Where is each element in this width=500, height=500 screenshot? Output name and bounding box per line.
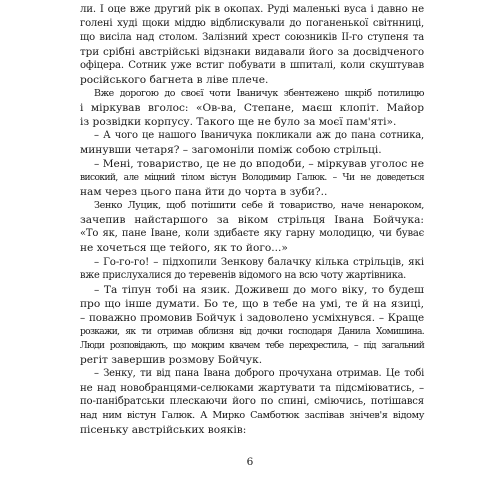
text-line: Зенко Луцик, щоб потішити себе й товариство, наче ненароком, xyxy=(94,200,424,211)
text-line: високий, але міцний тілом вістун Володимир Галюк. – Чи не доведеться xyxy=(80,173,424,183)
text-line: не хочеться ще тейого, як то його...» xyxy=(80,242,288,254)
text-line: що висіла над столом. Залізний хрест союзників ІІ-го ступеня та xyxy=(80,32,424,43)
text-line: голені худі щоки міддю відблискували до поганенької світнниці, xyxy=(80,18,424,29)
text-line: – Та тіпун тобі на язик. Доживеш до мого віку, то будеш xyxy=(94,284,424,296)
text-line: вже прислухалися до теревенів відомого на всю чоту жартівника. xyxy=(80,270,406,281)
text-line: про що інше думати. Бо те, що в тебе на умі, те й на язиці, xyxy=(80,298,424,310)
text-line: «То як, пане Іване, коли здибаєте яку гарну молодицю, чи буває xyxy=(80,228,424,239)
body-text xyxy=(80,0,424,437)
text-line: – А чого це нашого Іваничука покликали аж до пана сотника, xyxy=(94,130,424,141)
text-line: зачепив найстаршого за віком стрільця Івана Бойчука: xyxy=(80,214,424,226)
text-line: пісеньку австрійських вояків: xyxy=(80,424,247,436)
text-line: – Зенку, ти від пана Івана доброго прочухана отримав. Це тобі xyxy=(94,368,424,379)
page-number: 6 xyxy=(246,456,254,468)
text-line: – Го-го-го! – підхопили Зенкову балачку кілька стрільців, які xyxy=(94,256,424,268)
text-line: над ним вістун Галюк. А Мирко Самботюк заспівав знічев'я відому xyxy=(80,410,424,421)
text-line: минувши четаря? – загомоніли поміж собою стрільці. xyxy=(80,144,382,156)
text-line: Вже дорогою до своєї чоти Іваничук збентежено шкріб потилицю xyxy=(94,88,424,99)
text-line: російського багнета в ліве плече. xyxy=(80,74,269,86)
text-line: по-панібратськи плескаючи його по спині, сміючись, потішався xyxy=(80,396,424,407)
text-line: офіцера. Сотник уже встиг побувати в шпиталі, коли скуштував xyxy=(80,60,424,71)
text-line: ли. І оце вже другий рік в окопах. Руді маленькі вуса і давно не xyxy=(80,4,424,15)
text-line: із розвідки корпусу. Такого ще не було за моєї пам'яті». xyxy=(80,116,397,128)
text-line: не над новобранцями-селюками жартувати та підсміюватись, – xyxy=(80,382,424,394)
text-line: – поважно промовив Бойчук і задоволено усміхнувся. – Краще xyxy=(80,312,424,324)
text-line: три срібні австрійські відзнаки видавали його за досвідченого xyxy=(80,46,424,58)
text-line: регіт завершив розмову Бойчук. xyxy=(80,354,263,366)
text-line: нам через цього пана йти до чорта в зуби?.. xyxy=(80,186,328,198)
text-line: Люди розповідають, що мокрим квачем тебе перехрестила, – під загальний xyxy=(80,341,424,351)
text-line: – Мені, товариство, це не до вподоби, – міркував уголос не xyxy=(94,158,424,170)
text-line: розкажи, як ти отримав облизня від дочки господаря Данила Хомишина. xyxy=(80,327,424,337)
text-line: і міркував вголос: «Ов-ва, Степане, маєш клопіт. Майор xyxy=(80,102,424,114)
